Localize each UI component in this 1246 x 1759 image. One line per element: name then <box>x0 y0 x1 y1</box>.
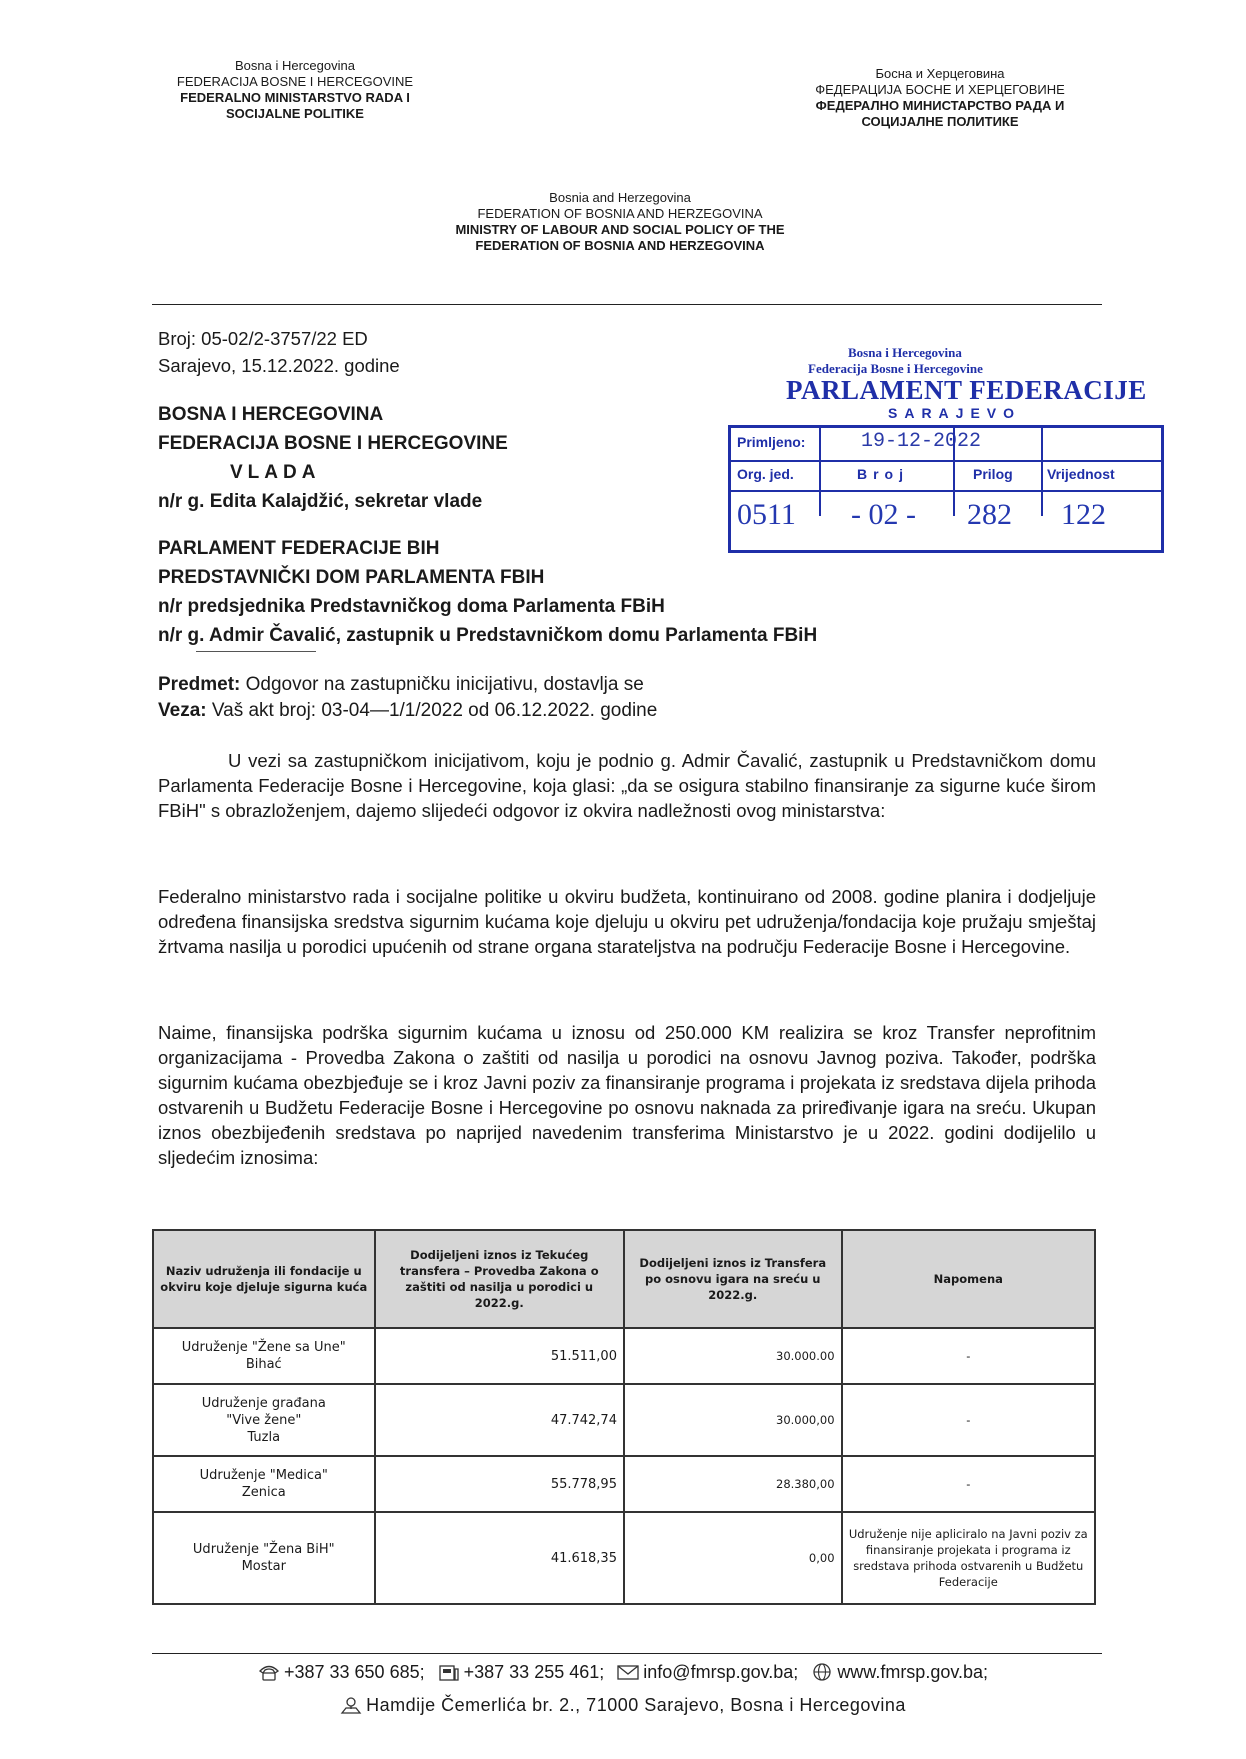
fax-icon <box>438 1663 460 1681</box>
stamp-received-label: Primljeno: <box>737 434 806 450</box>
phone-icon <box>258 1663 280 1681</box>
stamp-col-broj: Broj <box>857 466 909 482</box>
stamp-col-org: Org. jed. <box>737 466 794 482</box>
header-center-line1: Bosnia and Herzegovina <box>549 190 691 205</box>
body-paragraph-1: U vezi sa zastupničkom inicijativom, koju je podnio g. Admir Čavalić, zastupnik u Predstavničkom domu Parlamenta Federacije Bosne i Hercegovine, koja glasi: „da se osigura stabilno finansiranje za sigurne kuće širom FBiH" s obrazloženjem, dajemo slijedeći odgovor iz okvira nadležnosti ovog ministarstva: <box>158 750 1096 821</box>
stamp-handwritten-vrijednost: 122 <box>1061 498 1106 531</box>
table-row <box>153 1384 1095 1456</box>
association-name: Udruženje "Žene sa Une" <box>181 1340 346 1355</box>
stamp-line4: SARAJEVO <box>888 405 1022 421</box>
cell-games-transfer: 0,00 <box>624 1512 842 1604</box>
cell-current-transfer: 47.742,74 <box>375 1384 624 1456</box>
cell-association <box>153 1456 375 1512</box>
short-divider <box>196 651 316 652</box>
header-right <box>770 66 1110 130</box>
stamp-col-prilog: Prilog <box>973 466 1013 482</box>
footer-web[interactable]: www.fmrsp.gov.ba; <box>837 1662 989 1682</box>
cell-current-transfer: 55.778,95 <box>375 1456 624 1512</box>
header-right-line4: СОЦИЈАЛНЕ ПОЛИТИКЕ <box>861 114 1019 129</box>
web-icon <box>811 1663 833 1681</box>
addressee2-line3: n/r predsjednika Predstavničkog doma Parlamenta FBiH <box>158 596 665 617</box>
header-left-line2: FEDERACIJA BOSNE I HERCEGOVINE <box>176 74 414 89</box>
association-city: Mostar <box>241 1559 286 1574</box>
addressee1-line2: FEDERACIJA BOSNE I HERCEGOVINE <box>158 433 508 454</box>
stamp-handwritten-org: 0511 <box>737 498 796 531</box>
addressee1-line1: BOSNA I HERCEGOVINA <box>158 404 384 425</box>
reference-line <box>158 698 657 724</box>
table-row <box>153 1328 1095 1384</box>
stamp-line2: Federacija Bosne i Hercegovine <box>808 361 983 376</box>
header-current-transfer: Dodijeljeni iznos iz Tekućeg transfera – Provedba Zakona o zaštiti od nasilja u porodici u 2022.g. <box>375 1230 624 1328</box>
header-games-transfer: Dodijeljeni iznos iz Transfera po osnovu igara na sreću u 2022.g. <box>624 1230 842 1328</box>
stamp-col-vrijednost: Vrijednost <box>1047 466 1115 482</box>
association-city: Zenica <box>241 1485 286 1500</box>
header-association: Naziv udruženja ili fondacije u okviru koje djeluje sigurna kuća <box>153 1230 375 1328</box>
stamp-line3: PARLAMENT FEDERACIJE <box>786 375 1147 405</box>
addressee2-line1: PARLAMENT FEDERACIJE BIH <box>158 538 440 559</box>
cell-current-transfer: 41.618,35 <box>375 1512 624 1604</box>
table-row <box>153 1456 1095 1512</box>
body-paragraph-3: Naime, finansijska podrška sigurnim kućama u iznosu od 250.000 KM realizira se kroz Transfer neprofitnim organizacijama - Provedba Zakona o zaštiti od nasilja u porodici na osnovu Javnog poziva. Također, podrška sigurnim kućama obezbjeđuje se i kroz Javni poziv za finansiranje programa i projekata iz sredstava dijela prihoda ostvarenih u Budžetu Federacije Bosne i Hercegovine po osnovu naknada za priređivanje igara na sreću. Ukupan iznos obezbijeđenih sredstava po naprijed navedenim transferima Ministarstvo je u 2022. godini dodijelilo u sljedećim iznosima: <box>158 1022 1096 1168</box>
cell-games-transfer: 30.000,00 <box>624 1384 842 1456</box>
funding-table <box>152 1229 1096 1605</box>
header-center-line3: MINISTRY OF LABOUR AND SOCIAL POLICY OF THE <box>455 222 785 237</box>
veza-text: Vaš akt broj: 03-04—1/1/2022 od 06.12.2022. godine <box>211 700 658 721</box>
subject-label: Predmet: <box>158 674 241 695</box>
association-name: Udruženje "Medica" <box>199 1468 328 1483</box>
place-date: Sarajevo, 15.12.2022. godine <box>158 355 400 376</box>
cell-association <box>153 1384 375 1456</box>
stamp-handwritten-broj: - 02 - <box>851 498 916 531</box>
association-name: Udruženje građana <box>201 1395 326 1411</box>
header-left-line3: FEDERALNO MINISTARSTVO RADA I <box>180 90 410 105</box>
header-right-line3: ФЕДЕРАЛНО МИНИСТАРСТВО РАДА И <box>815 98 1065 113</box>
addressee-government <box>158 400 1058 516</box>
subject-text: Odgovor na zastupničku inicijativu, dostavlja se <box>245 674 644 695</box>
header-left <box>140 58 450 122</box>
email-icon <box>617 1663 639 1681</box>
association-name: Udruženje "Žena BiH" <box>192 1542 335 1557</box>
table-row <box>153 1512 1095 1604</box>
veza-label: Veza: <box>158 700 207 721</box>
footer-email[interactable]: info@fmrsp.gov.ba; <box>643 1662 799 1682</box>
header-center-line2: FEDERATION OF BOSNIA AND HERZEGOVINA <box>477 206 763 221</box>
subject-line <box>158 672 644 698</box>
addressee1-line3: VLADA <box>230 462 321 483</box>
cell-current-transfer: 51.511,00 <box>375 1328 624 1384</box>
cell-note: - <box>842 1384 1095 1456</box>
footer-divider <box>152 1653 1102 1654</box>
addressee1-line4: n/r g. Edita Kalajdžić, sekretar vlade <box>158 491 483 512</box>
cell-games-transfer: 28.380,00 <box>624 1456 842 1512</box>
addressee-parliament <box>158 534 1058 650</box>
cell-note: Udruženje nije apliciralo na Javni poziv za finansiranje projekata i programa iz sredstava prihoda ostvarenih u Budžetu Federacije <box>842 1512 1095 1604</box>
cell-association <box>153 1328 375 1384</box>
footer-fax: +387 33 255 461; <box>463 1662 605 1682</box>
stamp-handwritten-prilog: 282 <box>967 498 1012 531</box>
header-center-line4: FEDERATION OF BOSNIA AND HERZEGOVINA <box>475 238 765 253</box>
cell-note: - <box>842 1456 1095 1512</box>
footer-contacts <box>0 1662 1246 1683</box>
cell-note: - <box>842 1328 1095 1384</box>
cell-association <box>153 1512 375 1604</box>
footer-phone: +387 33 650 685; <box>283 1662 425 1682</box>
body-paragraph-2: Federalno ministarstvo rada i socijalne politike u okviru budžeta, kontinuirano od 2008. godine planira i dodjeljuje određena finansijska sredstva sigurnim kućama koje djeluju u okviru pet udruženja/fondacija koje pružaju smještaj žrtvama nasilja u porodici upućenih od strane organa starateljstva na području Federacije Bosne i Hercegovine. <box>158 886 1096 957</box>
header-note: Napomena <box>842 1230 1095 1328</box>
association-city: Bihać <box>245 1357 282 1372</box>
footer-address <box>0 1695 1246 1716</box>
header-center <box>380 190 860 254</box>
table-header-row <box>153 1230 1095 1328</box>
header-divider <box>152 304 1102 305</box>
header-right-line1: Босна и Херцеговина <box>875 66 1005 81</box>
location-icon <box>340 1696 362 1714</box>
addressee2-line2: PREDSTAVNIČKI DOM PARLAMENTA FBIH <box>158 567 545 588</box>
header-left-line1: Bosna i Hercegovina <box>235 58 355 73</box>
cell-games-transfer: 30.000.00 <box>624 1328 842 1384</box>
header-right-line2: ФЕДЕРАЦИЈА БОСНЕ И ХЕРЦЕГОВИНЕ <box>815 82 1065 97</box>
association-city: Tuzla <box>247 1429 281 1445</box>
addressee2-line4: n/r g. Admir Čavalić, zastupnik u Predstavničkom domu Parlamenta FBiH <box>158 625 818 646</box>
stamp-received-date: 19-12-2022 <box>861 430 982 453</box>
stamp-line1: Bosna i Hercegovina <box>848 345 962 360</box>
reference-number: Broj: 05-02/2-3757/22 ED <box>158 328 368 349</box>
header-left-line4: SOCIJALNE POLITIKE <box>226 106 364 121</box>
footer-address-text: Hamdije Čemerlića br. 2., 71000 Sarajevo, Bosna i Hercegovina <box>366 1695 906 1715</box>
association-name-2: "Vive žene" <box>226 1412 302 1428</box>
